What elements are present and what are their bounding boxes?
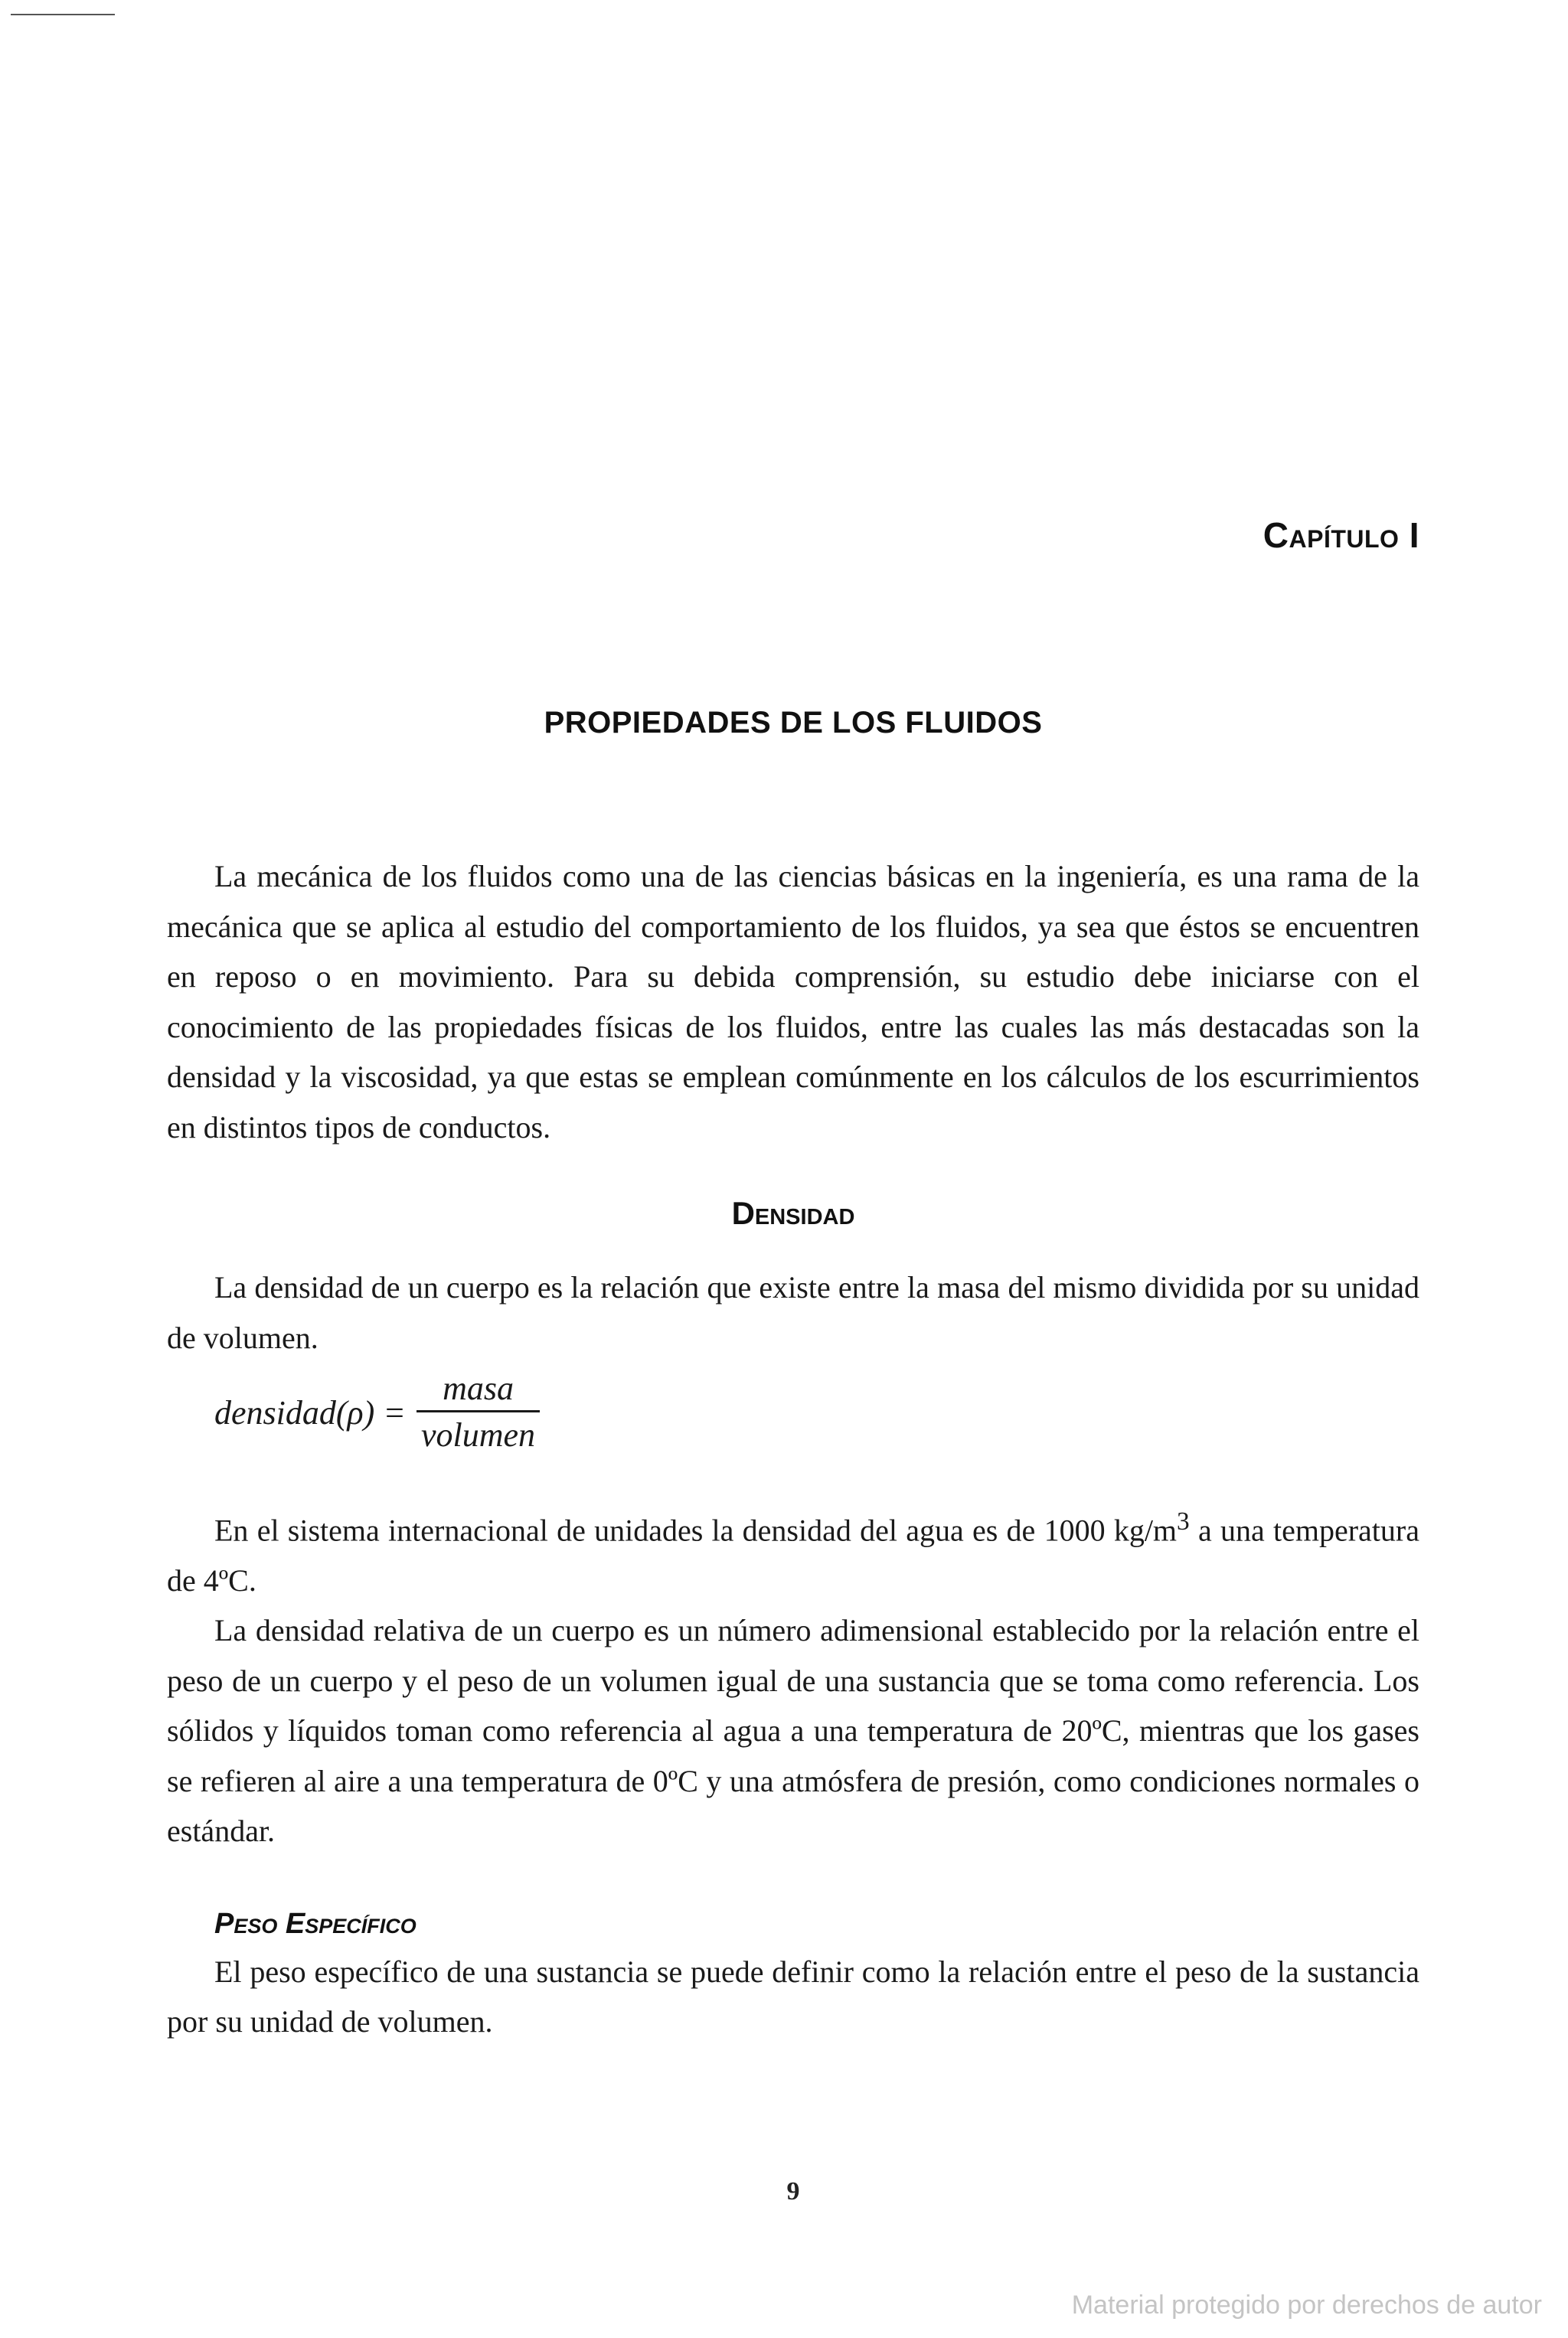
chapter-title: PROPIEDADES DE LOS FLUIDOS <box>544 706 1043 740</box>
copyright-watermark: Material protegido por derechos de autor <box>1071 2291 1542 2320</box>
relative-density-paragraph: La densidad relativa de un cuerpo es un número adimensional establecido por la relación entre el peso de un cuerpo y el peso de un volumen igual de una sustancia que se toma como referencia. Los sólidos y líquidos toman como referencia al agua a una temperatura de 20ºC, mientras que los gases se refieren al aire a una temperatura de 0ºC y una atmósfera de presión, como condiciones normales o estándar. <box>167 1613 1419 1849</box>
page-number: 9 <box>786 2177 800 2206</box>
water-density-text: En el sistema internacional de unidades la densidad del agua es de 1000 kg/m <box>214 1513 1178 1548</box>
formula-lhs: densidad(ρ) = <box>214 1393 406 1432</box>
specific-weight-paragraph: El peso específico de una sustancia se puede definir como la relación entre el peso de la sustancia por su unidad de volumen. <box>167 1954 1419 2039</box>
water-density-paragraph <box>167 1497 1419 1605</box>
density-heading: Densidad <box>731 1195 855 1231</box>
corner-rule <box>11 14 115 15</box>
specific-weight-heading: Peso Específico <box>214 1907 416 1940</box>
water-density-exponent: 3 <box>1177 1507 1190 1536</box>
formula-denominator: volumen <box>421 1416 536 1454</box>
density-formula <box>214 1367 1419 1458</box>
body-text <box>167 851 1419 2047</box>
formula-numerator: masa <box>443 1370 514 1407</box>
formula-fraction <box>416 1367 540 1458</box>
water-density-tail: a una temperatura de 4ºC. <box>167 1513 1419 1598</box>
density-definition: La densidad de un cuerpo es la relación que existe entre la masa del mismo dividida por su unidad de volumen. <box>167 1270 1419 1355</box>
chapter-label: Capítulo I <box>1263 515 1419 555</box>
intro-paragraph: La mecánica de los fluidos como una de las ciencias básicas en la ingeniería, es una rama de la mecánica que se aplica al estudio del comportamiento de los fluidos, ya sea que éstos se encuentren en reposo o en movimiento. Para su debida comprensión, su estudio debe iniciarse con el conocimiento de las propiedades físicas de los fluidos, entre las cuales las más destacadas son la densidad y la viscosidad, ya que estas se emplean comúnmente en los cálculos de los escurrimientos en distintos tipos de conductos. <box>167 859 1419 1145</box>
